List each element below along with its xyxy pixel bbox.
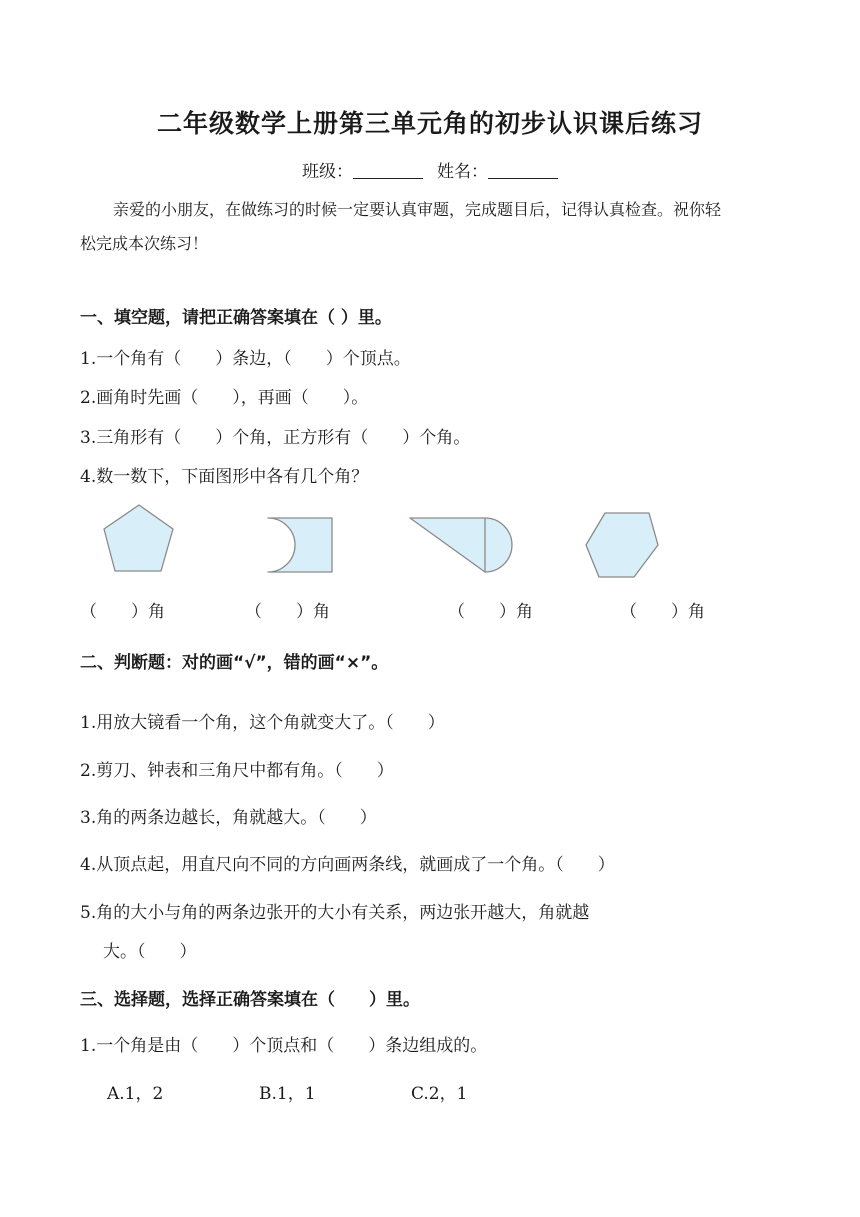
- name-label: 姓名：: [437, 162, 488, 182]
- s3-option-c[interactable]: C.2，1: [411, 1084, 468, 1104]
- section3-heading: 三、选择题，选择正确答案填在（ ）里。: [80, 990, 420, 1010]
- s3-option-a[interactable]: A.1，2: [107, 1084, 164, 1104]
- page-title: 二年级数学上册第三单元角的初步认识课后练习: [156, 109, 703, 138]
- s1-question-2: 2.画角时先画（ ），再画（ ）。: [80, 388, 369, 408]
- triangle-semicircle: [410, 518, 512, 572]
- s2-question-5: 5.角的大小与角的两条边张开的大小有关系，两边张开越大，角就越: [80, 903, 590, 923]
- intro-line-1: 亲爱的小朋友，在做练习的时候一定要认真审题，完成题目后，记得认真检查。祝你轻: [113, 200, 722, 219]
- class-label: 班级：: [302, 162, 353, 182]
- section2-heading: 二、判断题：对的画“√”，错的画“×”。: [80, 653, 389, 673]
- s1-question-4: 4.数一数下，下面图形中各有几个角？: [80, 467, 369, 487]
- intro-line-2: 松完成本次练习！: [80, 234, 209, 253]
- s1-question-1: 1.一个角有（ ）条边，（ ）个顶点。: [80, 349, 411, 369]
- s2-question-3: 3.角的两条边越长，角就越大。（ ）: [80, 808, 377, 828]
- s1-answer-3[interactable]: （ ）角: [448, 602, 533, 622]
- s3-option-b[interactable]: B.1，1: [259, 1084, 316, 1104]
- s2-question-4: 4.从顶点起，用直尺向不同的方向画两条线，就画成了一个角。（ ）: [80, 855, 615, 875]
- s3-question-1: 1.一个角是由（ ）个顶点和（ ）条边组成的。: [80, 1036, 488, 1056]
- half-moon-rect: [268, 518, 332, 572]
- s2-question-2: 2.剪刀、钟表和三角尺中都有角。（ ）: [80, 761, 394, 781]
- s2-question-5-cont: 大。（ ）: [103, 942, 197, 962]
- pentagon: [104, 505, 173, 571]
- s2-question-1: 1.用放大镜看一个角，这个角就变大了。（ ）: [80, 713, 445, 733]
- s1-answer-2[interactable]: （ ）角: [245, 602, 330, 622]
- s1-answer-1[interactable]: （ ）角: [80, 602, 165, 622]
- s1-question-3: 3.三角形有（ ）个角，正方形有（ ）个角。: [80, 428, 471, 448]
- s1-answer-4[interactable]: （ ）角: [620, 602, 705, 622]
- name-blank[interactable]: [488, 162, 558, 179]
- class-blank[interactable]: [353, 162, 423, 179]
- hexagon: [586, 513, 658, 577]
- section1-heading: 一、填空题，请把正确答案填在（ ）里。: [80, 308, 392, 328]
- class-name-line: [0, 157, 860, 182]
